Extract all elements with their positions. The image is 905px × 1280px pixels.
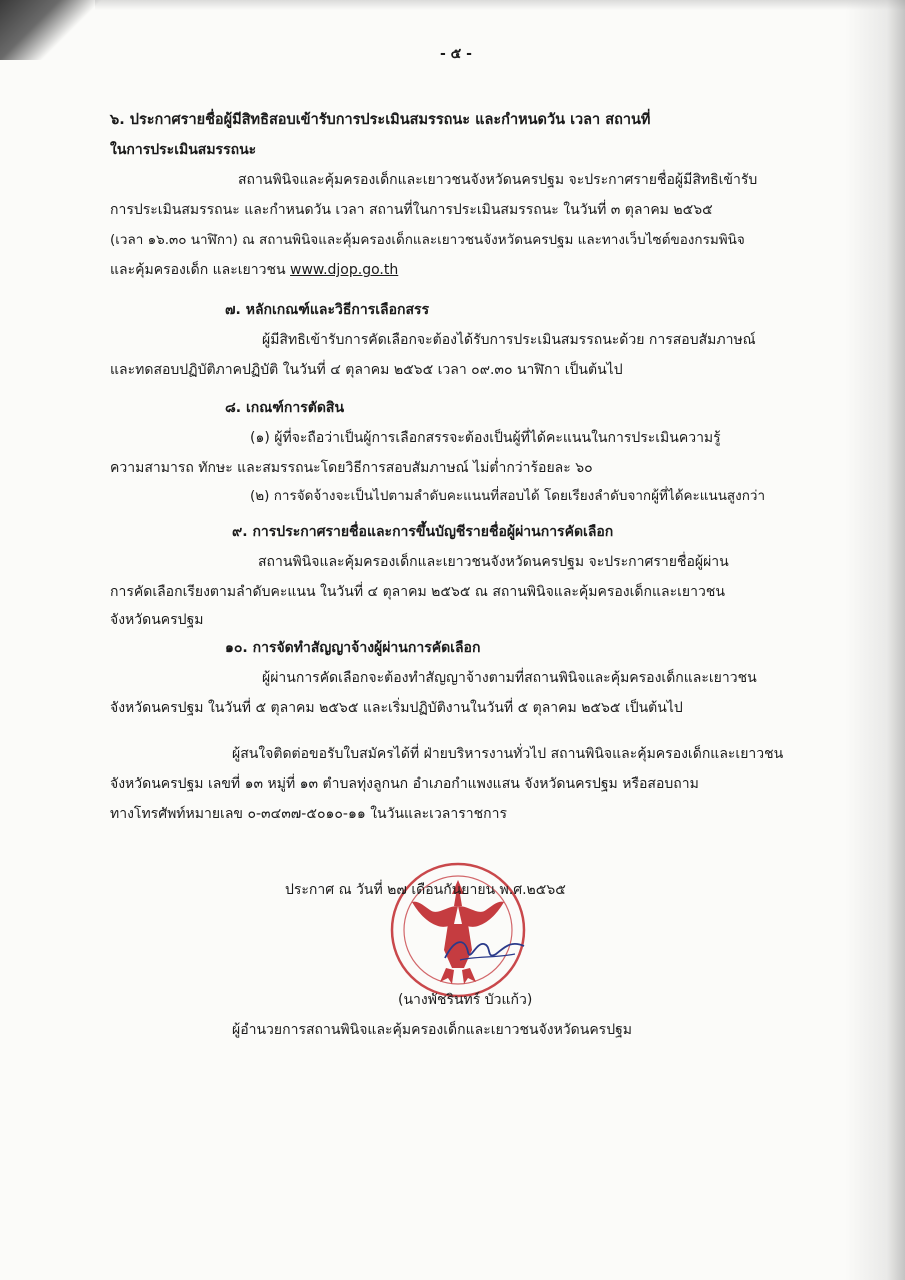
page-corner-shadow [0, 0, 110, 60]
section-6-heading-line2: ในการประเมินสมรรถนะ [110, 142, 257, 158]
contact-line3: ทางโทรศัพท์หมายเลข ๐-๓๔๓๗-๕๐๑๐-๑๑ ในวันและเวลาราชการ [110, 806, 507, 822]
section-7-heading: ๗. หลักเกณฑ์และวิธีการเลือกสรร [225, 302, 430, 318]
section-8-item1-line1: (๑) ผู้ที่จะถือว่าเป็นผู้การเลือกสรรจะต้องเป็นผู้ที่ได้คะแนนในการประเมินความรู้ [250, 430, 721, 446]
section-7-body-line2: และทดสอบปฏิบัติภาคปฏิบัติ ในวันที่ ๔ ตุลาคม ๒๕๖๕ เวลา ๐๙.๓๐ นาฬิกา เป็นต้นไป [110, 362, 623, 378]
djop-website-link[interactable]: www.djop.go.th [290, 262, 399, 278]
announce-date: ประกาศ ณ วันที่ ๒๗ เดือนกันยายน พ.ศ.๒๕๖๕ [285, 882, 566, 898]
section-8-item2: (๒) การจัดจ้างจะเป็นไปตามลำดับคะแนนที่สอบได้ โดยเรียงลำดับจากผู้ที่ได้คะแนนสูงกว่า [250, 488, 766, 504]
page-right-shadow [845, 0, 905, 1280]
section-6-body-text: และคุ้มครองเด็ก และเยาวชน [110, 262, 291, 278]
section-6-body-line1: สถานพินิจและคุ้มครองเด็กและเยาวชนจังหวัดนครปฐม จะประกาศรายชื่อผู้มีสิทธิเข้ารับ [238, 172, 758, 188]
page-top-edge [95, 0, 905, 10]
section-10-heading: ๑๐. การจัดทำสัญญาจ้างผู้ผ่านการคัดเลือก [225, 640, 481, 656]
section-6-body-line4 [110, 260, 398, 280]
page-number: - ๕ - [440, 46, 472, 62]
section-9-body-line3: จังหวัดนครปฐม [110, 612, 204, 628]
signer-name: (นางพัชรินทร์ บัวแก้ว) [398, 992, 533, 1008]
contact-line1: ผู้สนใจติดต่อขอรับใบสมัครได้ที่ ฝ่ายบริหารงานทั่วไป สถานพินิจและคุ้มครองเด็กและเยาวชน [232, 746, 784, 762]
section-6-heading-line1: ๖. ประกาศรายชื่อผู้มีสิทธิสอบเข้ารับการประเมินสมรรถนะ และกำหนดวัน เวลา สถานที่ [110, 112, 651, 128]
section-8-heading: ๘. เกณฑ์การตัดสิน [225, 400, 345, 416]
section-9-heading: ๙. การประกาศรายชื่อและการขึ้นบัญชีรายชื่อผู้ผ่านการคัดเลือก [232, 524, 614, 540]
garuda-seal-icon [388, 850, 528, 1000]
signer-title: ผู้อำนวยการสถานพินิจและคุ้มครองเด็กและเยาวชนจังหวัดนครปฐม [232, 1022, 633, 1038]
contact-line2: จังหวัดนครปฐม เลขที่ ๑๓ หมู่ที่ ๑๓ ตำบลทุ่งลูกนก อำเภอกำแพงแสน จังหวัดนครปฐม หรือสอบถาม [110, 776, 699, 792]
section-6-body-line3: (เวลา ๑๖.๓๐ นาฬิกา) ณ สถานพินิจและคุ้มครองเด็กและเยาวชนจังหวัดนครปฐม และทางเว็บไซต์ของกรมพินิจ [110, 232, 745, 248]
handwritten-signature-icon [440, 930, 530, 970]
section-7-body-line1: ผู้มีสิทธิเข้ารับการคัดเลือกจะต้องได้รับการประเมินสมรรถนะด้วย การสอบสัมภาษณ์ [262, 332, 756, 348]
section-10-body-line1: ผู้ผ่านการคัดเลือกจะต้องทำสัญญาจ้างตามที่สถานพินิจและคุ้มครองเด็กและเยาวชน [262, 670, 757, 686]
section-9-body-line2: การคัดเลือกเรียงตามลำดับคะแนน ในวันที่ ๔ ตุลาคม ๒๕๖๕ ณ สถานพินิจและคุ้มครองเด็กและเยาวชน [110, 584, 725, 600]
section-8-item1-line2: ความสามารถ ทักษะ และสมรรถนะโดยวิธีการสอบสัมภาษณ์ ไม่ต่ำกว่าร้อยละ ๖๐ [110, 460, 593, 476]
section-6-body-line2: การประเมินสมรรถนะ และกำหนดวัน เวลา สถานที่ในการประเมินสมรรถนะ ในวันที่ ๓ ตุลาคม ๒๕๖๕ [110, 202, 713, 218]
section-10-body-line2: จังหวัดนครปฐม ในวันที่ ๕ ตุลาคม ๒๕๖๕ และเริ่มปฏิบัติงานในวันที่ ๕ ตุลาคม ๒๕๖๕ เป็นต้นไป [110, 700, 683, 716]
section-9-body-line1: สถานพินิจและคุ้มครองเด็กและเยาวชนจังหวัดนครปฐม จะประกาศรายชื่อผู้ผ่าน [258, 554, 729, 570]
